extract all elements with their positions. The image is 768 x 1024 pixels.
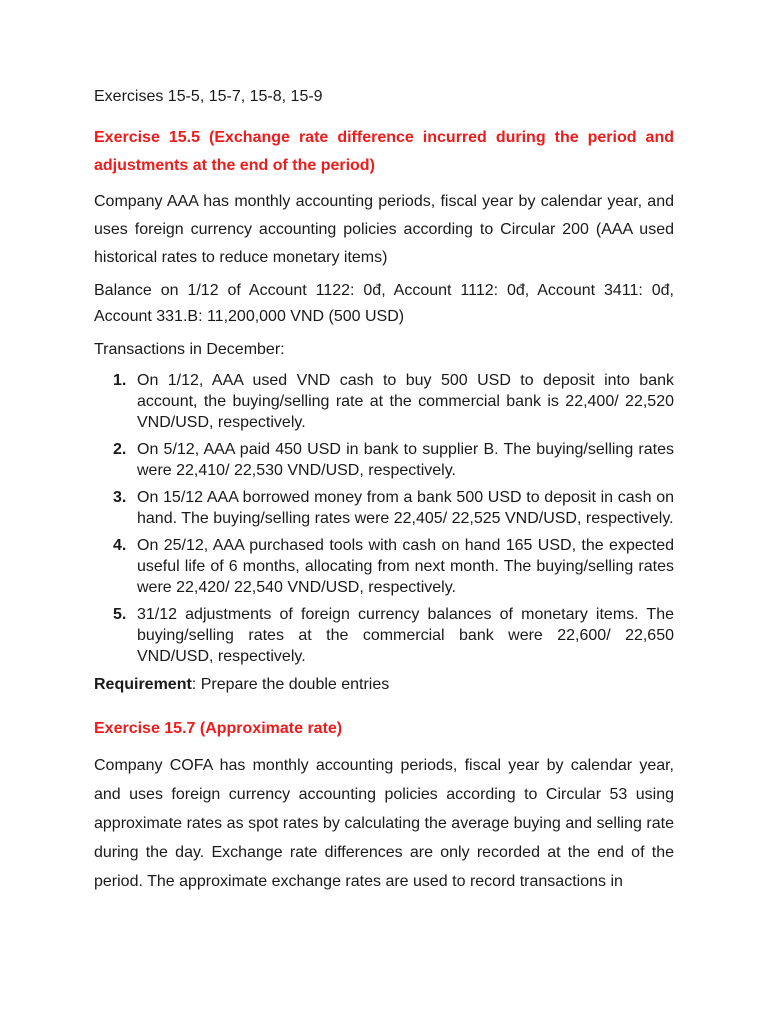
exercise-list-line: Exercises 15-5, 15-7, 15-8, 15-9: [94, 88, 323, 105]
list-item-text: 31/12 adjustments of foreign currency balances of monetary items. The buying/selling rates at the commercial bank were 22,600/ 22,650 VND/USD, respectively.: [137, 606, 674, 665]
list-item: [94, 439, 674, 481]
exercise-15-7-heading: Exercise 15.7 (Approximate rate): [94, 720, 343, 737]
list-item-number: 5.: [113, 606, 127, 623]
requirement-text: : Prepare the double entries: [191, 676, 390, 693]
exercise-15-7-intro: Company COFA has monthly accounting periods, fiscal year by calendar year, and uses foreign currency accounting policies according to Circular 53 using approximate rates as spot rates by calculating the average buying and selling rate during the day. Exchange rate differences are only recorded at the end of the period. The approximate exchange rates are used to record transactions in: [94, 757, 674, 890]
exercise-15-5-balance: Balance on 1/12 of Account 1122: 0đ, Account 1112: 0đ, Account 3411: 0đ, Account 331.B: 11,200,000 VND (500 USD): [94, 282, 674, 325]
list-item-number: 4.: [113, 537, 127, 554]
list-item-number: 3.: [113, 489, 127, 506]
list-item-text: On 25/12, AAA purchased tools with cash on hand 165 USD, the expected useful life of 6 months, allocating from next month. The buying/selling rates were 22,420/ 22,540 VND/USD, respectively.: [137, 537, 674, 596]
requirement-line: [94, 673, 674, 697]
list-item: [94, 604, 674, 667]
list-item-number: 2.: [113, 441, 127, 458]
exercise-15-5-heading: Exercise 15.5 (Exchange rate difference incurred during the period and adjustments at the end of the period): [94, 129, 674, 174]
list-item-text: On 15/12 AAA borrowed money from a bank 500 USD to deposit in cash on hand. The buying/selling rates were 22,405/ 22,525 VND/USD, respectively.: [137, 489, 674, 527]
transactions-label: Transactions in December:: [94, 341, 285, 358]
list-item: [94, 535, 674, 598]
list-item: [94, 487, 674, 529]
transactions-list: [94, 370, 674, 667]
requirement-label: Requirement: [94, 676, 192, 693]
list-item-text: On 1/12, AAA used VND cash to buy 500 USD to deposit into bank account, the buying/selling rate at the commercial bank is 22,400/ 22,520 VND/USD, respectively.: [137, 372, 674, 431]
list-item-number: 1.: [113, 372, 127, 389]
list-item-text: On 5/12, AAA paid 450 USD in bank to supplier B. The buying/selling rates were 22,410/ 22,530 VND/USD, respectively.: [137, 441, 674, 479]
exercise-15-5-intro: Company AAA has monthly accounting periods, fiscal year by calendar year, and uses foreign currency accounting policies according to Circular 200 (AAA used historical rates to reduce monetary items): [94, 193, 674, 266]
list-item: [94, 370, 674, 433]
